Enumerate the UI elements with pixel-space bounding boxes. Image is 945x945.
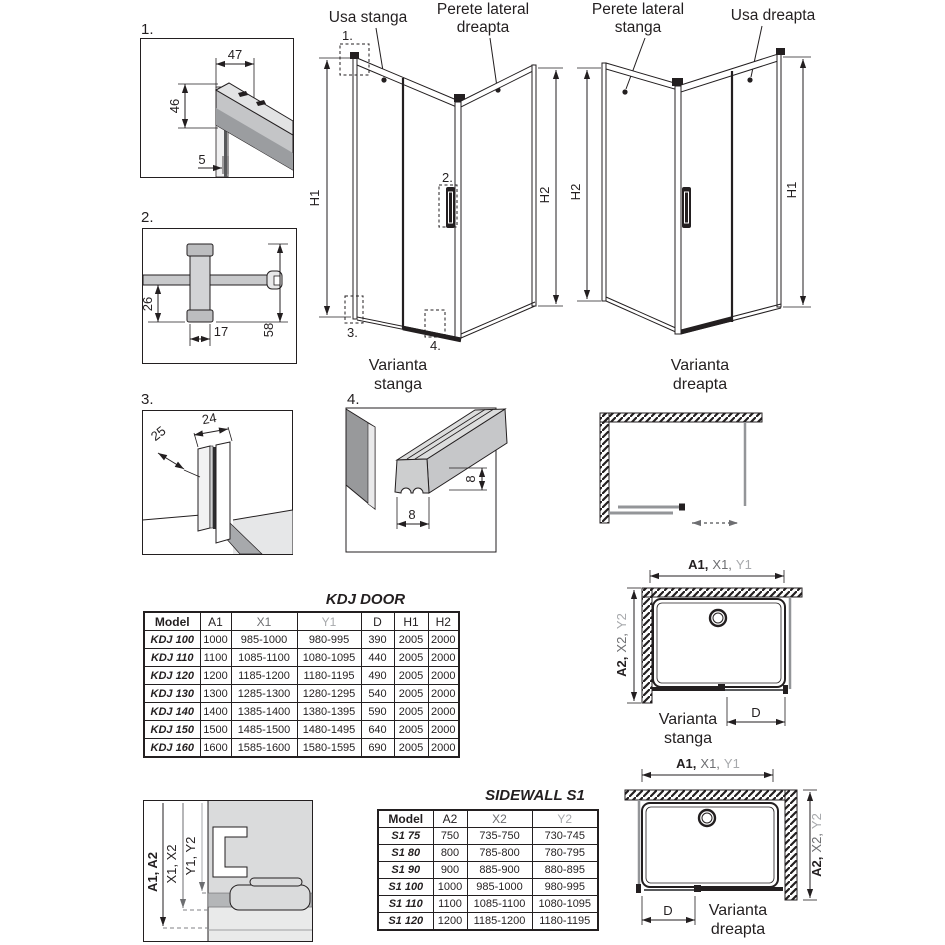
enclosure-right-variant-drawing: [568, 1, 816, 393]
detail-4-drawing: [346, 391, 507, 552]
table-row: [378, 896, 598, 913]
detail-2-dim-height: 58: [261, 322, 276, 338]
value-cell: 1600: [200, 739, 231, 758]
kdj-table-title: KDJ DOOR: [325, 591, 406, 608]
leader-dot: [622, 89, 627, 94]
door-handle: [694, 885, 701, 892]
detail-3-drawing: [141, 391, 293, 555]
value-cell: 2005: [394, 685, 428, 703]
detail-2-number: 2.: [141, 209, 154, 226]
value-cell: 2005: [394, 649, 428, 667]
model-cell: KDJ 130: [144, 685, 200, 703]
value-cell: 1200: [200, 667, 231, 685]
detail-3-number: 3.: [141, 391, 154, 408]
value-cell: 690: [361, 739, 394, 758]
value-cell: 1300: [200, 685, 231, 703]
column-header: Model: [378, 810, 433, 828]
door-handle: [446, 187, 455, 228]
value-cell: 1585-1600: [231, 739, 297, 758]
right-door-label: Usa dreapta: [730, 7, 816, 24]
table-row: [144, 685, 459, 703]
table-row: [378, 845, 598, 862]
d-dim-label: D: [751, 705, 761, 720]
top-dimension-label: A1, X1, Y1: [688, 557, 752, 572]
value-cell: 2000: [428, 721, 459, 739]
wall-profile-section-drawing: [144, 801, 313, 942]
value-cell: 1485-1500: [231, 721, 297, 739]
value-cell: 1080-1095: [532, 896, 598, 913]
wall-hatched: [600, 413, 609, 523]
value-cell: 1180-1195: [532, 913, 598, 931]
model-cell: S1 80: [378, 845, 433, 862]
column-header: A1: [200, 612, 231, 631]
column-header: Y2: [532, 810, 598, 828]
value-cell: 2000: [428, 703, 459, 721]
model-cell: KDJ 160: [144, 739, 200, 758]
section-dim-x-label: X1, X2: [164, 844, 179, 884]
detail-4-number: 4.: [347, 391, 360, 408]
header-row: [144, 612, 459, 631]
column-header: A2: [433, 810, 467, 828]
right-wall-label-line2: dreapta: [456, 19, 510, 36]
value-cell: 785-800: [467, 845, 532, 862]
plan-right-caption-line2: dreapta: [710, 921, 766, 938]
value-cell: 2000: [428, 685, 459, 703]
drain: [710, 610, 726, 626]
h1-dim-label: H1: [784, 181, 799, 199]
value-cell: 2000: [428, 649, 459, 667]
plan-left-variant: [614, 557, 802, 747]
left-variant-caption-line1: Varianta: [368, 357, 428, 374]
plan-right-variant: [625, 756, 824, 938]
value-cell: 730-745: [532, 828, 598, 845]
value-cell: 540: [361, 685, 394, 703]
drain: [699, 810, 715, 826]
model-cell: S1 110: [378, 896, 433, 913]
value-cell: 490: [361, 667, 394, 685]
value-cell: 2000: [428, 739, 459, 758]
leader-dot: [747, 77, 752, 82]
value-cell: 1480-1495: [297, 721, 361, 739]
value-cell: 1185-1200: [231, 667, 297, 685]
right-variant-caption-line1: Varianta: [670, 357, 730, 374]
value-cell: 390: [361, 631, 394, 649]
right-wall-label-line1: Perete lateral: [436, 1, 530, 18]
header-row: [378, 810, 598, 828]
value-cell: 1400: [200, 703, 231, 721]
wall-hatched: [642, 588, 652, 703]
value-cell: 735-750: [467, 828, 532, 845]
detail-1-dim-width: 47: [227, 47, 243, 62]
wall-hatched: [785, 790, 797, 900]
detail-2-drawing: [140, 209, 297, 364]
sliding-direction-plan: [600, 413, 762, 523]
marker-3-label: 3.: [347, 325, 358, 340]
value-cell: 2005: [394, 703, 428, 721]
side-dimension-label: A2,X2,Y2: [614, 613, 629, 677]
value-cell: 1085-1100: [231, 649, 297, 667]
door-handle: [682, 187, 691, 228]
side-dimension-label: A2,X2,Y2: [809, 813, 824, 877]
marker-1-label: 1.: [342, 28, 353, 43]
detail-1-drawing: [141, 21, 294, 178]
table-row: [378, 879, 598, 896]
value-cell: 980-995: [297, 631, 361, 649]
value-cell: 1180-1195: [297, 667, 361, 685]
h2-dim-label: H2: [537, 186, 552, 204]
column-header: Y1: [297, 612, 361, 631]
column-header: H2: [428, 612, 459, 631]
value-cell: 885-900: [467, 862, 532, 879]
marker-2-label: 2.: [442, 170, 453, 185]
value-cell: 2005: [394, 631, 428, 649]
column-header: H1: [394, 612, 428, 631]
marker-4-label: 4.: [430, 338, 441, 353]
wall-hatched: [642, 588, 802, 597]
value-cell: 2000: [428, 667, 459, 685]
detail-1-dim-height: 46: [167, 98, 182, 114]
value-cell: 1000: [433, 879, 467, 896]
detail-4-dim-width: 8: [408, 507, 416, 522]
value-cell: 980-995: [532, 879, 598, 896]
model-cell: KDJ 110: [144, 649, 200, 667]
value-cell: 985-1000: [467, 879, 532, 896]
detail-1-dim-thickness: 5: [198, 152, 206, 167]
right-variant-caption-line2: dreapta: [672, 376, 728, 393]
wall-hatched: [625, 790, 785, 800]
enclosure-left-variant-drawing: [307, 1, 563, 393]
table-row: [378, 862, 598, 879]
section-dim-a-label: A1, A2: [145, 852, 160, 892]
left-wall-label-line2: stanga: [614, 19, 662, 36]
table-row: [144, 667, 459, 685]
value-cell: 1100: [200, 649, 231, 667]
h2-dim-label: H2: [568, 183, 583, 201]
value-cell: 440: [361, 649, 394, 667]
top-dimension-label: A1, X1, Y1: [676, 756, 740, 771]
left-variant-caption-line2: stanga: [373, 376, 423, 393]
column-header: D: [361, 612, 394, 631]
column-header: X1: [231, 612, 297, 631]
column-header: X2: [467, 810, 532, 828]
detail-2-dim-depth: 26: [140, 296, 155, 312]
door-handle: [718, 684, 725, 691]
model-cell: KDJ 150: [144, 721, 200, 739]
detail-4-dim-height: 8: [463, 475, 478, 483]
plan-left-caption-line2: stanga: [663, 730, 713, 747]
value-cell: 2005: [394, 739, 428, 758]
value-cell: 1200: [433, 913, 467, 931]
left-door-label: Usa stanga: [328, 9, 408, 26]
detail-3-dim-depth: 25: [147, 423, 169, 444]
model-cell: S1 120: [378, 913, 433, 931]
value-cell: 780-795: [532, 845, 598, 862]
value-cell: 1080-1095: [297, 649, 361, 667]
value-cell: 1380-1395: [297, 703, 361, 721]
table-row: [144, 649, 459, 667]
model-cell: KDJ 120: [144, 667, 200, 685]
table-row: [144, 739, 459, 758]
kdj-door-table: [143, 611, 460, 758]
model-cell: KDJ 100: [144, 631, 200, 649]
sidewall-s1-table: [377, 809, 599, 931]
value-cell: 1280-1295: [297, 685, 361, 703]
model-cell: KDJ 140: [144, 703, 200, 721]
table-row: [378, 828, 598, 845]
s1-table-title: SIDEWALL S1: [485, 787, 585, 804]
h1-dim-label: H1: [307, 189, 322, 207]
plan-left-caption-line1: Varianta: [658, 711, 718, 728]
table-row: [378, 913, 598, 931]
detail-3-dim-width: 24: [200, 409, 218, 428]
value-cell: 2005: [394, 721, 428, 739]
model-cell: S1 100: [378, 879, 433, 896]
d-dim-label: D: [663, 903, 673, 918]
value-cell: 1000: [200, 631, 231, 649]
value-cell: 2000: [428, 631, 459, 649]
value-cell: 1500: [200, 721, 231, 739]
value-cell: 1385-1400: [231, 703, 297, 721]
value-cell: 590: [361, 703, 394, 721]
plan-right-caption-line1: Varianta: [708, 902, 768, 919]
value-cell: 1580-1595: [297, 739, 361, 758]
left-wall-label-line1: Perete lateral: [591, 1, 685, 18]
table-row: [144, 721, 459, 739]
value-cell: 880-895: [532, 862, 598, 879]
value-cell: 640: [361, 721, 394, 739]
value-cell: 900: [433, 862, 467, 879]
value-cell: 1185-1200: [467, 913, 532, 931]
table-row: [144, 703, 459, 721]
value-cell: 1085-1100: [467, 896, 532, 913]
value-cell: 985-1000: [231, 631, 297, 649]
model-cell: S1 75: [378, 828, 433, 845]
value-cell: 1285-1300: [231, 685, 297, 703]
value-cell: 2005: [394, 667, 428, 685]
detail-2-dim-width: 17: [213, 324, 229, 339]
value-cell: 750: [433, 828, 467, 845]
value-cell: 800: [433, 845, 467, 862]
model-cell: S1 90: [378, 862, 433, 879]
value-cell: 1100: [433, 896, 467, 913]
leader-dot: [381, 77, 386, 82]
detail-1-number: 1.: [141, 21, 154, 38]
wall-hatched: [600, 413, 762, 422]
column-header: Model: [144, 612, 200, 631]
section-dim-y-label: Y1, Y2: [183, 836, 198, 876]
table-row: [144, 631, 459, 649]
